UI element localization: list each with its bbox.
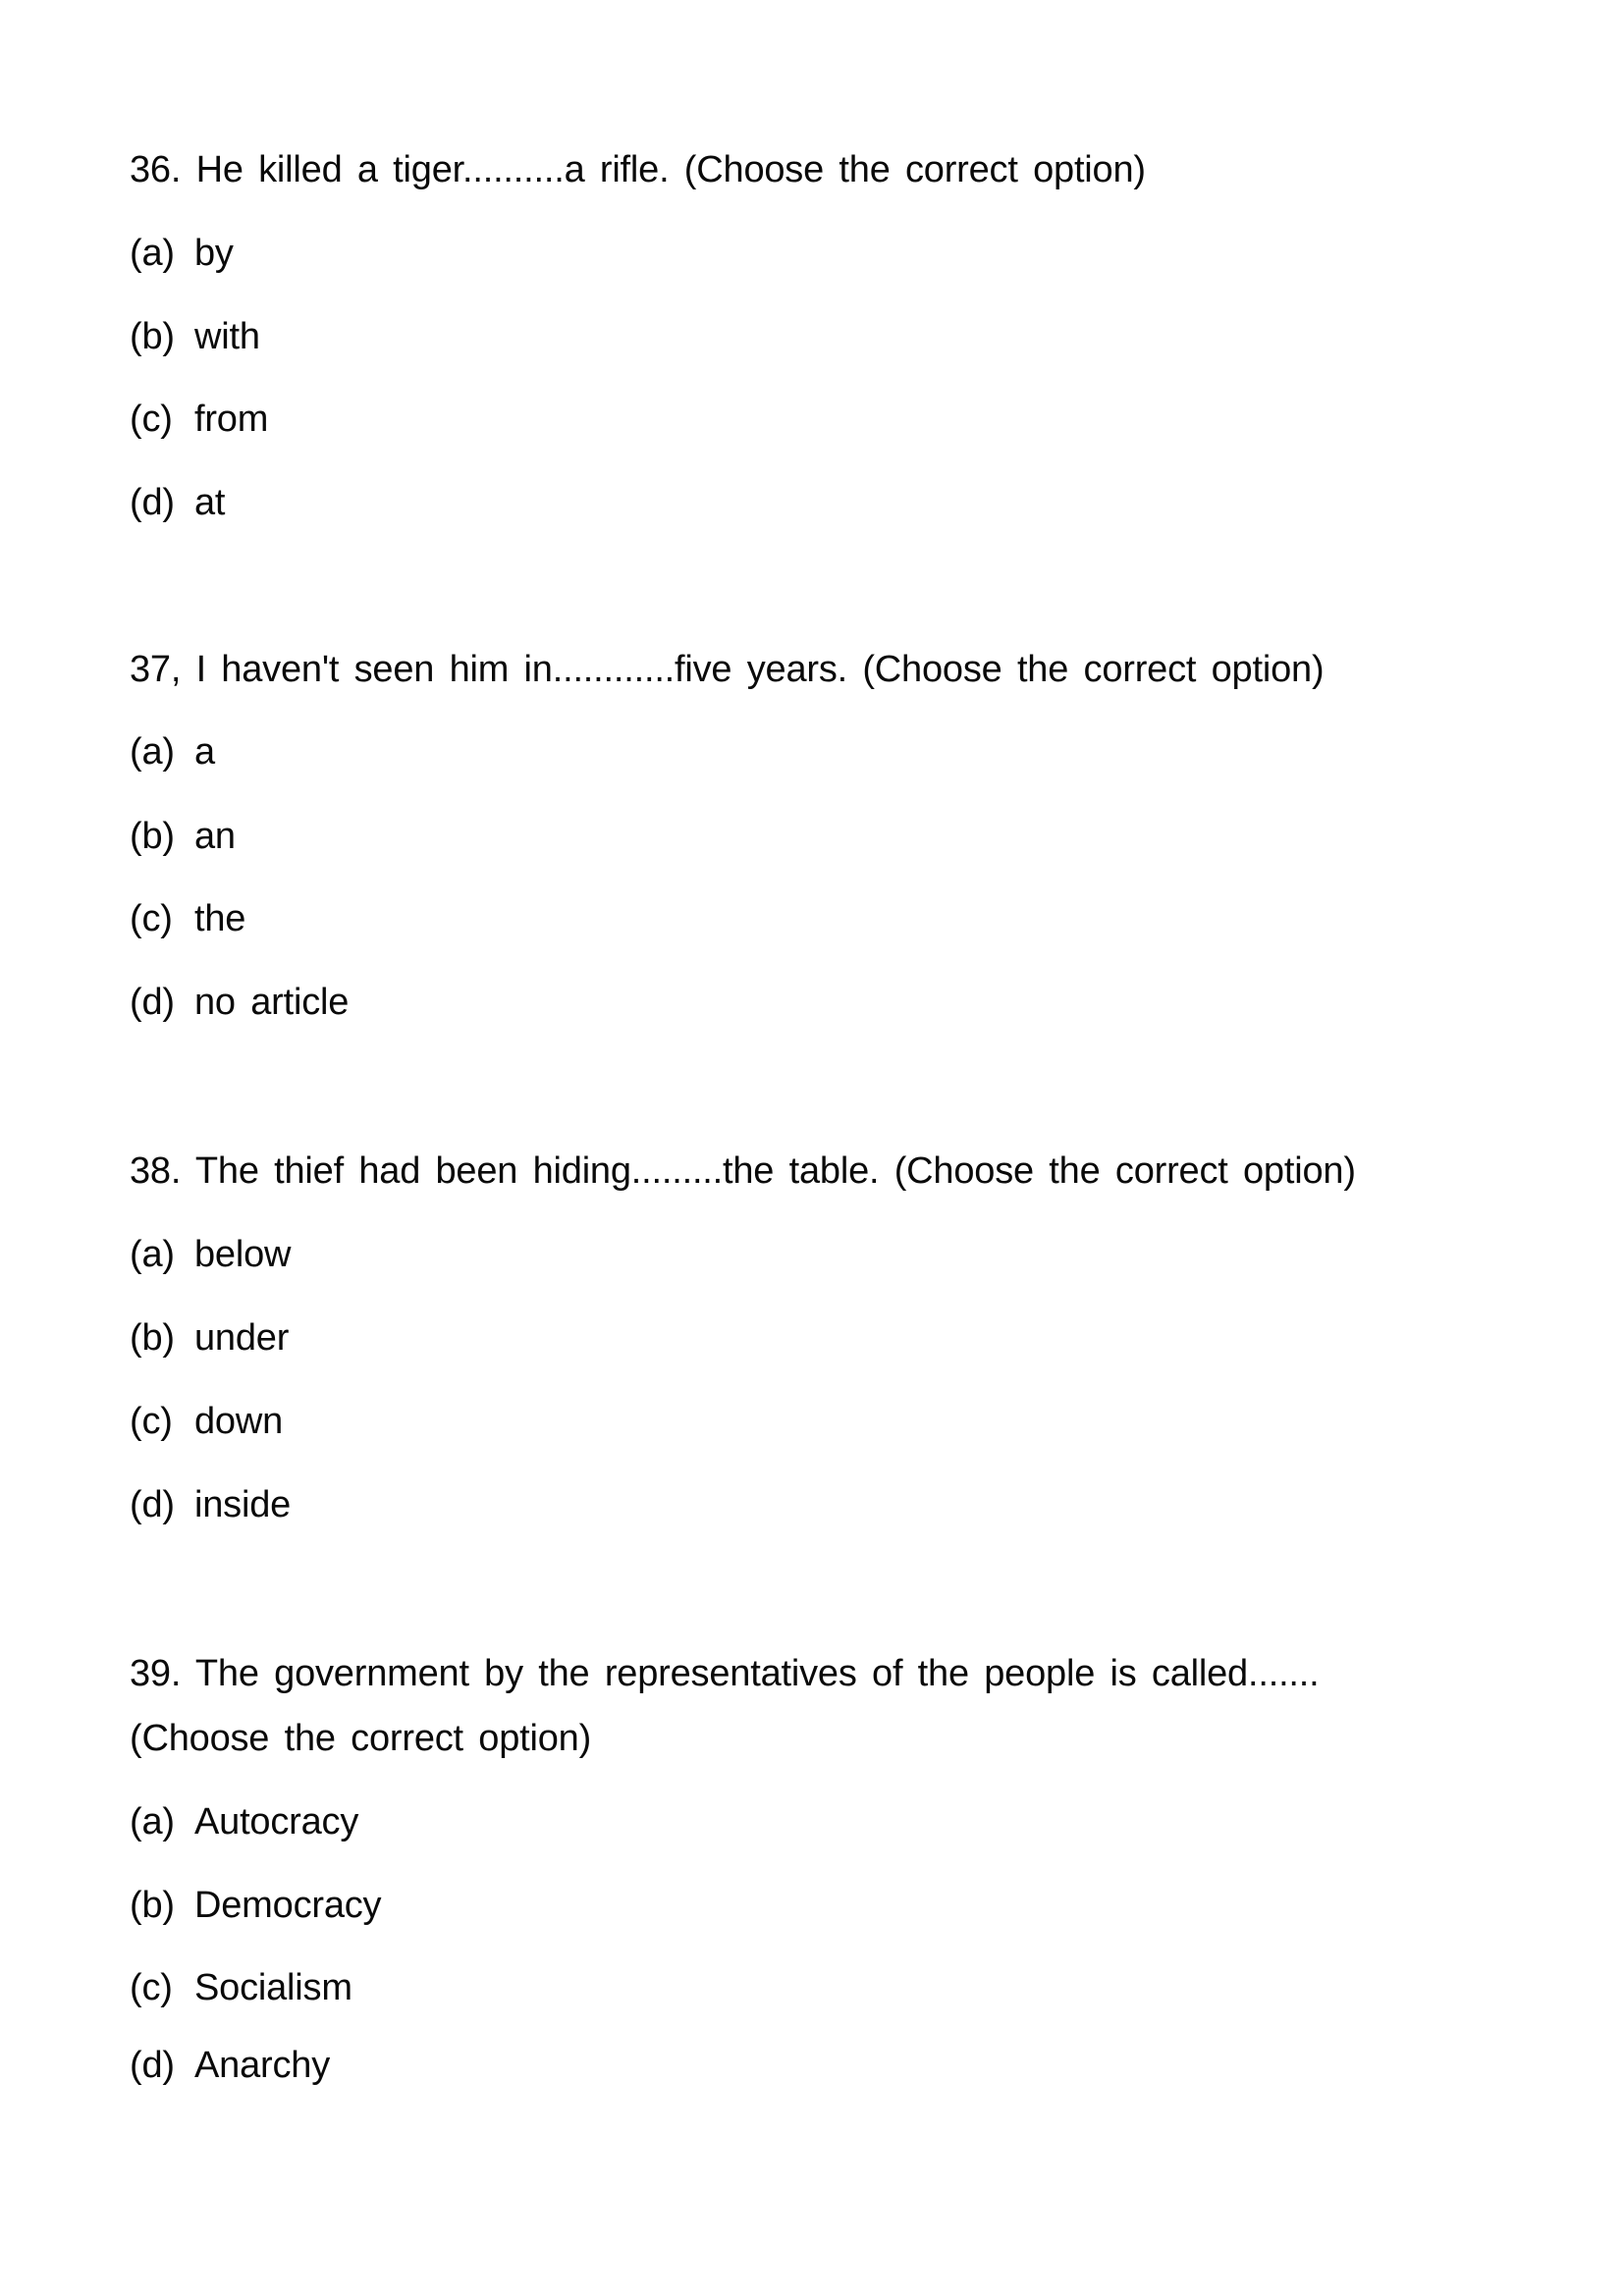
option-39-c [130,1969,352,2006]
question-number: 38. [130,1150,182,1192]
option-36-a [130,235,234,272]
option-text: Democracy [194,1885,382,1926]
option-text: the [194,898,246,939]
question-text-continued: (Choose the correct option) [130,1718,592,1759]
option-text: under [194,1317,290,1359]
option-letter: (c) [130,1967,173,2008]
question-text: He killed a tiger..........a rifle. (Choose the correct option) [195,149,1146,190]
question-36 [130,151,1146,188]
option-text: at [194,482,226,523]
option-text: with [194,316,260,357]
option-text: down [194,1401,284,1442]
option-text: no article [194,982,350,1023]
option-39-d [130,2047,330,2084]
option-37-b [130,818,236,855]
option-text: Anarchy [194,2045,331,2086]
option-letter: (b) [130,816,175,857]
question-number: 39. [130,1653,182,1694]
option-text: from [194,399,269,440]
option-letter: (d) [130,982,175,1023]
option-letter: (d) [130,2045,175,2086]
option-letter: (d) [130,482,175,523]
question-38 [130,1152,1356,1190]
option-text: Socialism [194,1967,352,2008]
option-36-d [130,484,225,521]
option-letter: (c) [130,898,173,939]
option-letter: (a) [130,731,175,773]
option-text: inside [194,1484,292,1525]
option-37-d [130,984,349,1021]
option-38-d [130,1486,291,1523]
option-letter: (c) [130,399,173,440]
option-text: by [194,233,234,274]
option-text: Autocracy [194,1801,359,1842]
option-36-c [130,400,268,438]
option-38-b [130,1319,289,1357]
question-number: 37, [130,649,182,690]
question-text: The government by the representatives of the people is called....... [194,1653,1320,1694]
option-text: below [194,1234,292,1275]
option-letter: (c) [130,1401,173,1442]
option-letter: (b) [130,316,175,357]
option-38-c [130,1403,283,1440]
option-letter: (a) [130,233,175,274]
question-number: 36. [130,149,182,190]
option-37-c [130,900,245,937]
option-39-a [130,1803,358,1841]
option-text: an [194,816,236,857]
question-text: The thief had been hiding.........the table. (Choose the correct option) [194,1150,1356,1192]
option-letter: (a) [130,1234,175,1275]
option-text: a [194,731,215,773]
question-39 [130,1655,1320,1692]
question-37 [130,651,1324,688]
option-letter: (b) [130,1885,175,1926]
question-text: I haven't seen him in............five years. (Choose the correct option) [195,649,1325,690]
option-37-a [130,733,215,771]
question-39-line2 [130,1720,591,1757]
option-36-b [130,318,260,355]
option-38-a [130,1236,291,1273]
option-letter: (d) [130,1484,175,1525]
option-39-b [130,1887,381,1924]
option-letter: (a) [130,1801,175,1842]
option-letter: (b) [130,1317,175,1359]
